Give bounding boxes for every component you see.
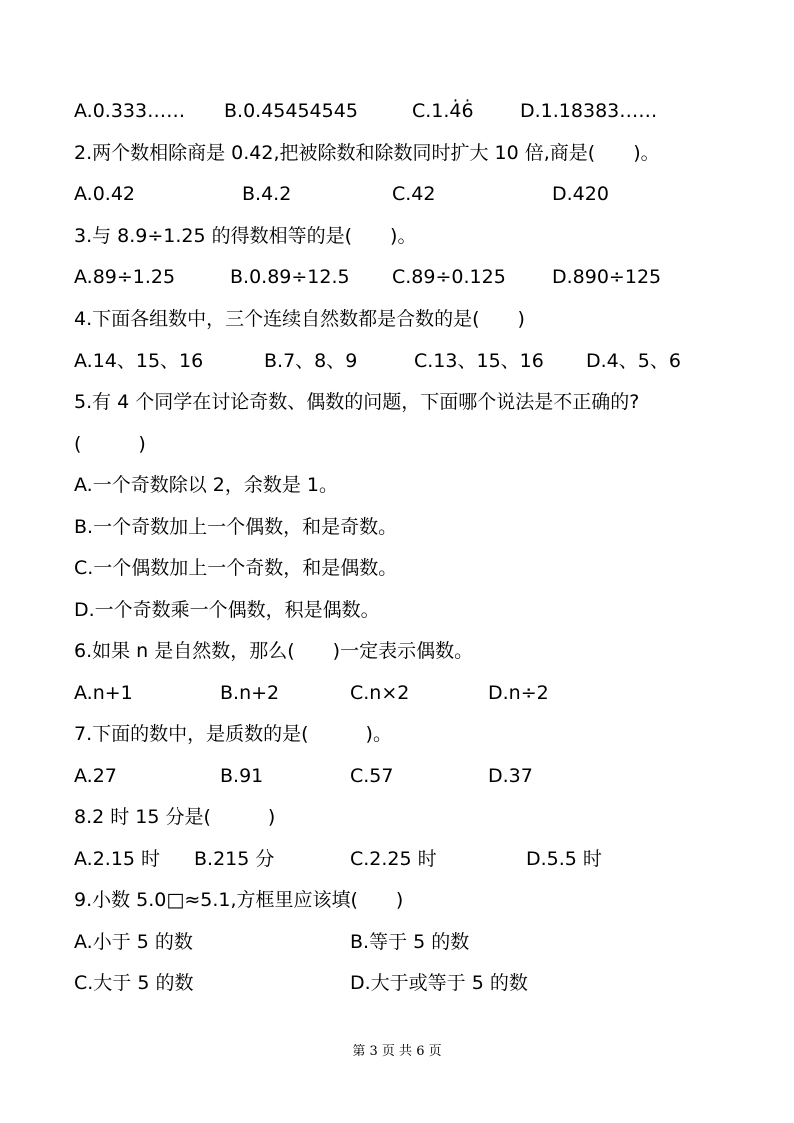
- q3-option-b: B.0.89÷12.5: [230, 266, 350, 288]
- q9-option-a: A.小于 5 的数: [74, 931, 193, 953]
- q1-option-a: A.0.333……: [74, 100, 186, 122]
- q7-option-a: A.27: [74, 765, 117, 787]
- q4-option-d: D.4、5、6: [586, 350, 681, 372]
- q8-option-a: A.2.15 时: [74, 848, 161, 870]
- q8-stem: 8.2 时 15 分是( ): [74, 806, 276, 828]
- q5-stem: 5.有 4 个同学在讨论奇数、偶数的问题，下面哪个说法是不正确的?: [74, 391, 640, 413]
- q4-stem: 4.下面各组数中，三个连续自然数都是合数的是( ): [74, 308, 525, 330]
- q2-option-d: D.420: [552, 183, 609, 205]
- q7-option-b: B.91: [220, 765, 264, 787]
- q2-option-a: A.0.42: [74, 183, 136, 205]
- q9-stem: 9.小数 5.0□≈5.1,方框里应该填( ): [74, 889, 404, 911]
- q8-option-b: B.215 分: [194, 848, 275, 870]
- q7-option-c: C.57: [350, 765, 394, 787]
- q2-option-c: C.42: [392, 183, 436, 205]
- q8-option-c: C.2.25 时: [350, 848, 437, 870]
- q6-option-b: B.n+2: [220, 682, 280, 704]
- q6-option-c: C.n×2: [350, 682, 410, 704]
- q4-option-b: B.7、8、9: [264, 350, 358, 372]
- q4-option-a: A.14、15、16: [74, 350, 204, 372]
- q9-option-d: D.大于或等于 5 的数: [350, 972, 528, 994]
- q6-option-d: D.n÷2: [488, 682, 549, 704]
- q5-answer-blank: ( ): [74, 433, 146, 455]
- q3-option-a: A.89÷1.25: [74, 266, 176, 288]
- q9-option-b: B.等于 5 的数: [350, 931, 470, 953]
- q1-option-b: B.0.45454545: [224, 100, 358, 122]
- q2-option-b: B.4.2: [242, 183, 292, 205]
- q6-option-a: A.n+1: [74, 682, 133, 704]
- q2-stem: 2.两个数相除商是 0.42,把被除数和除数同时扩大 10 倍,商是( )。: [74, 142, 660, 164]
- q4-option-c: C.13、15、16: [414, 350, 544, 372]
- q5-option-d: D.一个奇数乘一个偶数，积是偶数。: [74, 599, 380, 621]
- page-footer: 第 3 页 共 6 页: [352, 1044, 442, 1059]
- q8-option-d: D.5.5 时: [526, 848, 602, 870]
- q9-option-c: C.大于 5 的数: [74, 972, 194, 994]
- q7-option-d: D.37: [488, 765, 533, 787]
- q5-option-b: B.一个奇数加上一个偶数，和是奇数。: [74, 516, 398, 538]
- q5-option-a: A.一个奇数除以 2，余数是 1。: [74, 474, 338, 496]
- q7-stem: 7.下面的数中，是质数的是( )。: [74, 723, 392, 745]
- q6-stem: 6.如果 n 是自然数，那么( )一定表示偶数。: [74, 640, 474, 662]
- q1-option-c: C.1.4̇6̇: [412, 100, 474, 122]
- q3-option-d: D.890÷125: [552, 266, 662, 288]
- q1-option-d: D.1.18383……: [520, 100, 658, 122]
- q3-option-c: C.89÷0.125: [392, 266, 506, 288]
- q3-stem: 3.与 8.9÷1.25 的得数相等的是( )。: [74, 225, 417, 247]
- q5-option-c: C.一个偶数加上一个奇数，和是偶数。: [74, 557, 398, 579]
